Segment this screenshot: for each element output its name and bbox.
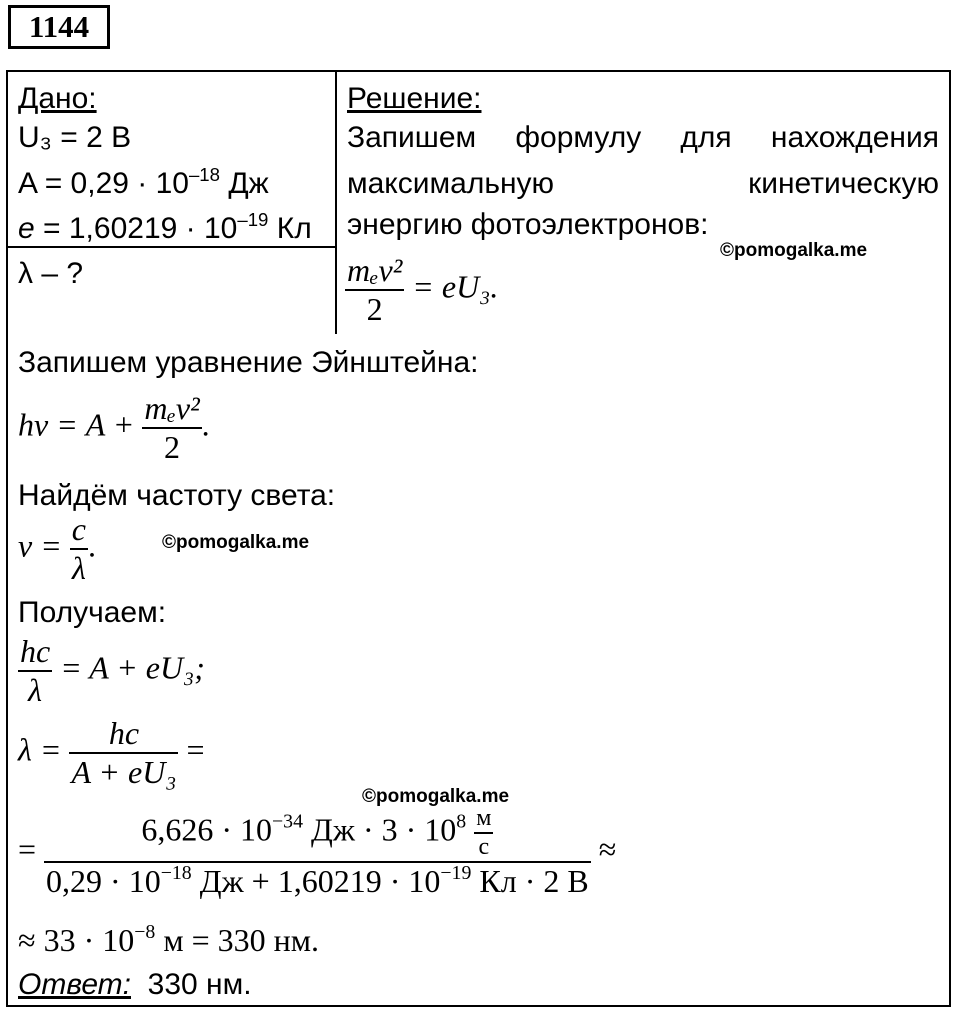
- final-calculation: ≈ $33 \cdot 10^{-8}$ м = 330 нм.: [18, 921, 319, 958]
- answer-line: [18, 967, 252, 1003]
- given-heading: Дано:: [18, 82, 97, 115]
- given-voltage: U₃ = 2 В: [18, 121, 132, 154]
- einstein-label: Запишем уравнение Эйнштейна:: [18, 346, 479, 379]
- given-work-function: $A = 0,29 \cdot 10^{-18}$ Дж: [18, 163, 269, 200]
- result-label: Получаем:: [18, 596, 167, 629]
- kinetic-energy-equation: $\frac{\text{mₑv²}}{2}$ = eU₃.: [347, 252, 499, 327]
- frequency-label: Найдём частоту света:: [18, 479, 336, 512]
- problem-number: 1144: [8, 5, 110, 49]
- find-wavelength: λ – ?: [18, 257, 84, 290]
- given-electron-charge: $e = 1,60219 \cdot 10^{-19}$ Кл: [18, 208, 312, 245]
- intro-line-3: энергию фотоэлектронов:: [347, 208, 709, 241]
- intro-line-2: максимальную кинетическую: [347, 167, 939, 200]
- combined-equation: $\frac{hc}{\lambda}$ = A + eU₃;: [20, 633, 205, 708]
- intro-line-1: Запишем формулу для нахождения: [347, 121, 939, 154]
- answer-value: 330 нм.: [147, 968, 252, 1001]
- solution-heading: Решение:: [347, 82, 482, 115]
- frequency-equation: ν = $\frac{c}{\lambda}$ .: [18, 511, 96, 586]
- watermark: ©pomogalka.me: [720, 240, 868, 261]
- numeric-substitution: = $6,626 \cdot 10^{-34}$ Дж · $3 \cdot 10^8$ $\frac{м}{с}$ $0,29 \cdot 10^{-18}$ Дж + $1,60219 \cdot 10^{-19}$ Кл · 2 В ≈: [18, 805, 617, 899]
- vertical-divider: [335, 70, 337, 334]
- watermark: ©pomogalka.me: [162, 532, 310, 553]
- answer-label: Ответ:: [18, 968, 131, 1001]
- watermark: ©pomogalka.me: [362, 786, 510, 807]
- wavelength-formula: λ = $\frac{hc}{\text{A + eU₃}}$ =: [18, 715, 205, 790]
- einstein-equation: hν = A + $\frac{\text{mₑv²}}{2}$ .: [18, 390, 210, 465]
